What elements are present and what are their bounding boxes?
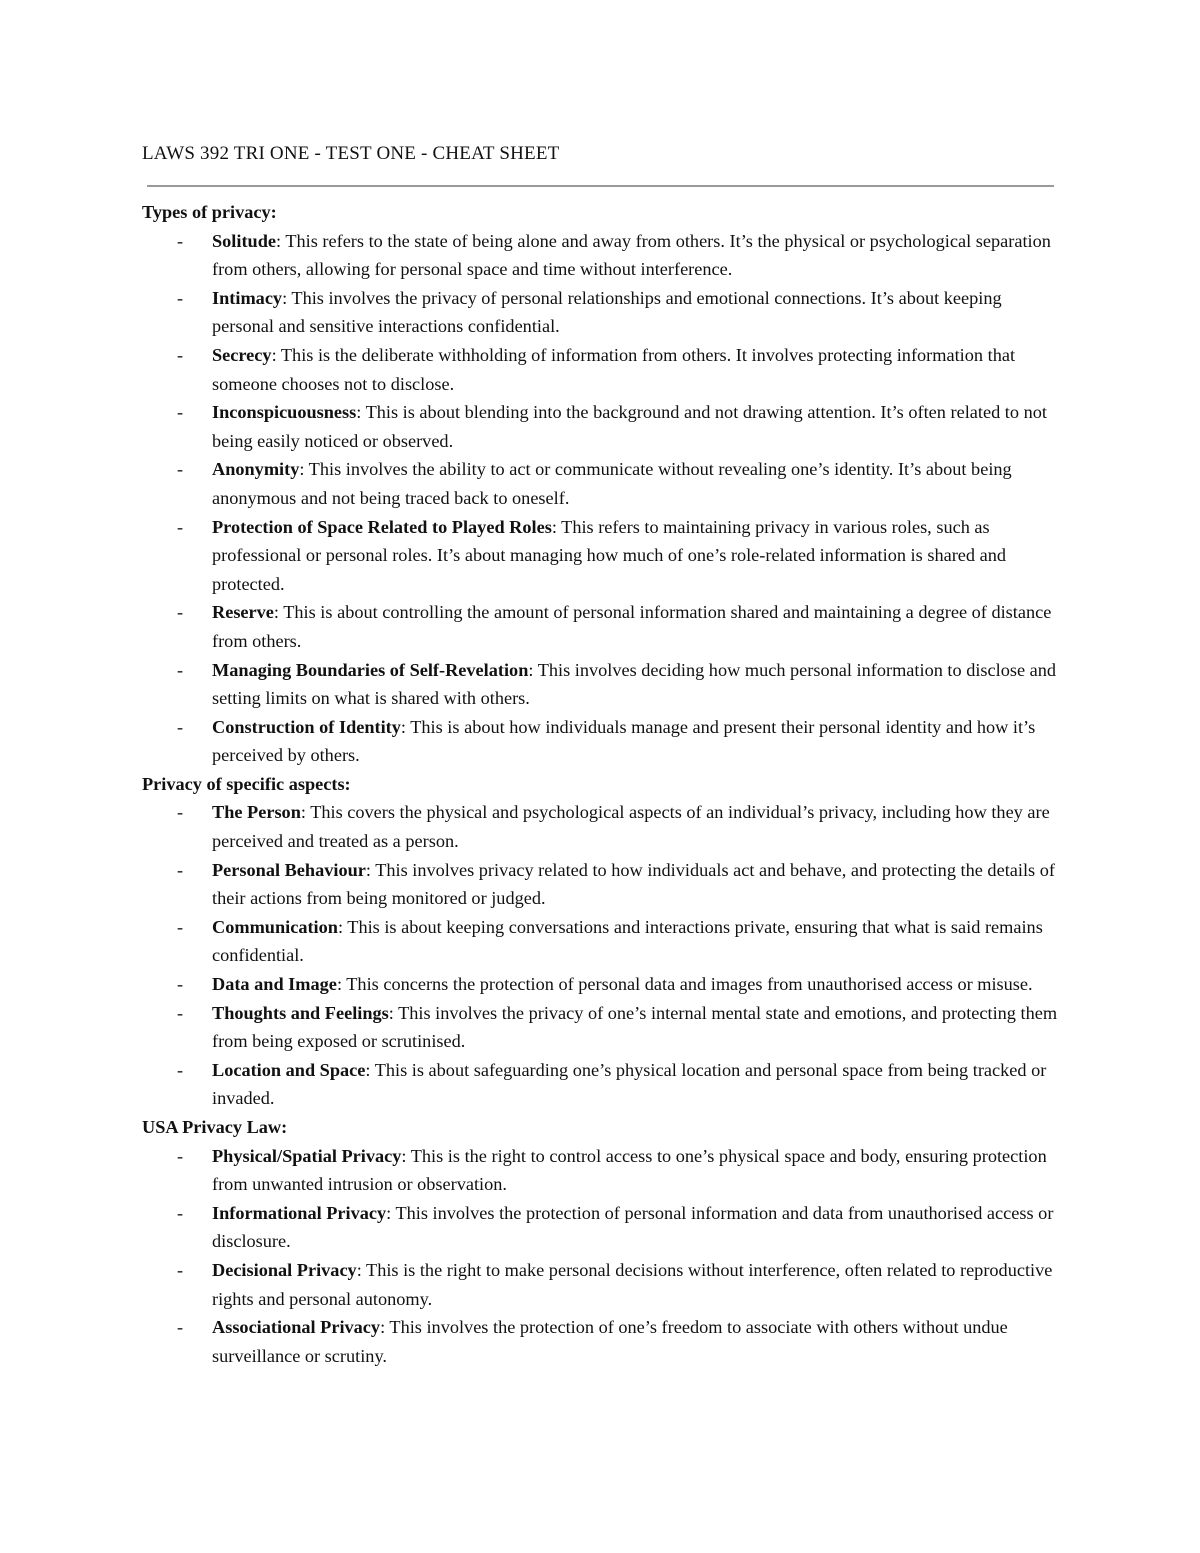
item-text: : This covers the physical and psychological aspects of an individual’s privacy, including how they are perceived and treated as a person. bbox=[212, 802, 1050, 852]
section-heading: USA Privacy Law: bbox=[142, 1117, 288, 1137]
item-term: Data and Image bbox=[212, 974, 337, 995]
list-item bbox=[142, 798, 1067, 855]
item-term: Anonymity bbox=[212, 459, 300, 480]
item-text: : This involves privacy related to how individuals act and behave, and protecting the details of their actions from being monitored or judged. bbox=[212, 859, 1055, 909]
item-text: : This is the right to make personal decisions without interference, often related to reproductive rights and personal autonomy. bbox=[212, 1259, 1053, 1309]
bullet-list bbox=[142, 798, 1067, 1113]
item-term: Informational Privacy bbox=[212, 1202, 387, 1223]
section-heading: Types of privacy: bbox=[142, 202, 277, 222]
bullet-dash: - bbox=[177, 230, 184, 251]
item-text: : This is the deliberate withholding of information from others. It involves protecting information that someone chooses not to disclose. bbox=[212, 344, 1016, 394]
bullet-dash: - bbox=[177, 974, 184, 995]
item-text: : This refers to maintaining privacy in various roles, such as professional or personal roles. It’s about managing how much of one’s role-related information is shared and protected. bbox=[212, 516, 1007, 594]
section-heading: Privacy of specific aspects: bbox=[142, 773, 351, 794]
item-term: Construction of Identity bbox=[212, 716, 401, 737]
section-privacy-of-specific-aspects bbox=[142, 770, 1067, 1113]
bullet-dash: - bbox=[177, 1259, 184, 1280]
item-term: Inconspicuousness bbox=[212, 402, 357, 423]
item-term: Protection of Space Related to Played Roles bbox=[212, 516, 552, 537]
item-text: : This is about how individuals manage and present their personal identity and how it’s perceived by others. bbox=[212, 716, 1036, 766]
item-text: : This concerns the protection of personal data and images from unauthorised access or misuse. bbox=[336, 974, 1033, 995]
item-term: Physical/Spatial Privacy bbox=[212, 1145, 402, 1166]
section-types-of-privacy bbox=[142, 198, 1067, 770]
bullet-dash: - bbox=[177, 916, 184, 937]
item-text: : This involves the privacy of one’s internal mental state and emotions, and protecting them from being exposed or scrutinised. bbox=[212, 1002, 1058, 1052]
list-item bbox=[142, 455, 1067, 512]
item-term: Communication bbox=[212, 916, 338, 937]
list-item bbox=[142, 999, 1067, 1056]
list-item bbox=[142, 341, 1067, 398]
item-term: Solitude bbox=[212, 230, 277, 251]
bullet-dash: - bbox=[177, 1317, 184, 1338]
bullet-dash: - bbox=[177, 602, 184, 623]
list-item bbox=[142, 913, 1067, 970]
section-usa-privacy-law bbox=[142, 1113, 1067, 1370]
item-term: Intimacy bbox=[212, 287, 283, 308]
list-item bbox=[142, 284, 1067, 341]
item-text: : This involves deciding how much personal information to disclose and setting limits on what is shared with others. bbox=[212, 659, 1057, 709]
item-text: : This is the right to control access to one’s physical space and body, ensuring protection from unwanted intrusion or observation. bbox=[212, 1145, 1047, 1195]
item-term: The Person bbox=[212, 802, 301, 823]
bullet-dash: - bbox=[177, 802, 184, 823]
bullet-dash: - bbox=[177, 1002, 184, 1023]
item-term: Reserve bbox=[212, 602, 274, 623]
item-term: Associational Privacy bbox=[212, 1317, 381, 1338]
item-text: : This is about controlling the amount of personal information shared and maintaining a degree of distance from others. bbox=[212, 602, 1052, 651]
bullet-dash: - bbox=[177, 1059, 184, 1080]
bullet-dash: - bbox=[177, 287, 184, 308]
list-item bbox=[142, 656, 1067, 713]
bullet-dash: - bbox=[177, 1202, 184, 1223]
item-term: Thoughts and Feelings bbox=[212, 1002, 389, 1023]
item-text: : This involves the privacy of personal relationships and emotional connections. It’s about keeping personal and sensitive interactions confidential. bbox=[212, 287, 1002, 337]
list-item bbox=[142, 1142, 1067, 1199]
item-text: : This is about keeping conversations and interactions private, ensuring that what is said remains confidential. bbox=[212, 916, 1043, 966]
page-title: LAWS 392 TRI ONE - TEST ONE - CHEAT SHEET bbox=[142, 143, 560, 164]
bullet-dash: - bbox=[177, 1145, 184, 1166]
item-term: Location and Space bbox=[212, 1059, 366, 1080]
item-term: Managing Boundaries of Self-Revelation bbox=[212, 659, 529, 680]
item-term: Decisional Privacy bbox=[212, 1259, 357, 1280]
item-text: : This involves the protection of one’s freedom to associate with others without undue surveillance or scrutiny. bbox=[212, 1317, 1008, 1366]
list-item bbox=[142, 1313, 1067, 1370]
list-item bbox=[142, 970, 1067, 999]
item-text: : This is about blending into the background and not drawing attention. It’s often related to not being easily noticed or observed. bbox=[212, 402, 1047, 451]
item-text: : This involves the protection of personal information and data from unauthorised access or disclosure. bbox=[212, 1202, 1054, 1252]
bullet-dash: - bbox=[177, 716, 184, 737]
list-item bbox=[142, 1256, 1067, 1313]
bullet-dash: - bbox=[177, 859, 184, 880]
list-item bbox=[142, 513, 1067, 599]
item-term: Secrecy bbox=[212, 344, 272, 365]
bullet-dash: - bbox=[177, 459, 184, 480]
bullet-dash: - bbox=[177, 344, 184, 365]
list-item bbox=[142, 398, 1067, 455]
list-item bbox=[142, 1056, 1067, 1113]
list-item bbox=[142, 1199, 1067, 1256]
list-item bbox=[142, 713, 1067, 770]
bullet-list bbox=[142, 227, 1067, 770]
bullet-dash: - bbox=[177, 659, 184, 680]
list-item bbox=[142, 856, 1067, 913]
item-text: : This involves the ability to act or communicate without revealing one’s identity. It’s about being anonymous and not being traced back to oneself. bbox=[212, 459, 1012, 508]
bullet-dash: - bbox=[177, 402, 184, 423]
bullet-dash: - bbox=[177, 516, 184, 537]
item-text: : This is about safeguarding one’s physical location and personal space from being tracked or invaded. bbox=[212, 1059, 1047, 1109]
title-divider bbox=[147, 185, 1054, 187]
bullet-list bbox=[142, 1142, 1067, 1371]
item-term: Personal Behaviour bbox=[212, 859, 366, 880]
list-item bbox=[142, 598, 1067, 655]
list-item bbox=[142, 227, 1067, 284]
document-body bbox=[142, 198, 1067, 1370]
item-text: : This refers to the state of being alone and away from others. It’s the physical or psychological separation from others, allowing for personal space and time without interference. bbox=[212, 230, 1051, 280]
